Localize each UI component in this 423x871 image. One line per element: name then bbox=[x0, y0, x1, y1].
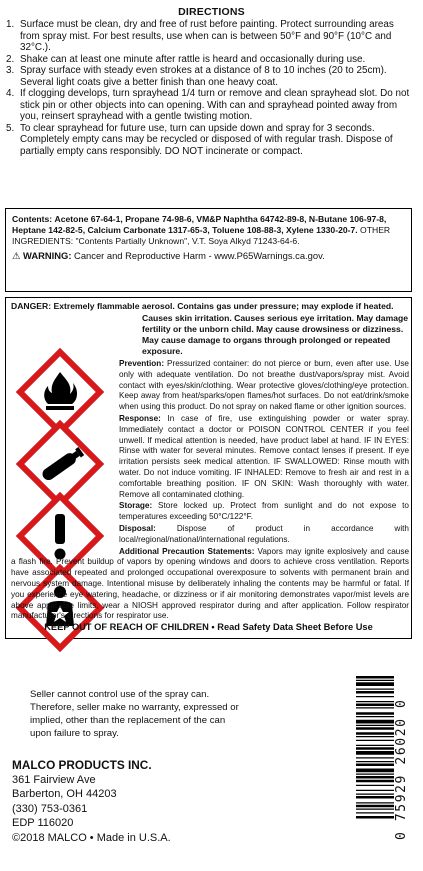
upc-number: 0 75929 26020 0 bbox=[394, 698, 409, 840]
direction-item: 4. If clogging develops, turn sprayhead 1/4 turn or remove and clean sprayhead slot. Do not stick pin or other objects into can opening. With can and sprayhead pointed away from you, reinsert sprayhead with a gentle twisting motion. bbox=[6, 88, 410, 122]
direction-item: 2. Shake can at least one minute after rattle is heard and occasionally during use. bbox=[6, 53, 366, 65]
danger-hazards: Causes skin irritation. Causes serious eye irritation. May damage fertility or the unborn child. May cause drowsiness or dizziness. May cause damage to organs through prolonged or repeated exposure. bbox=[142, 313, 409, 356]
contents-text: Contents: Acetone 67-64-1, Propane 74-98-6, VM&P Naphtha 64742-89-8, N-Butane 106-97-8, Heptane 142-82-5, Calcium Carbonate 1317-65-3, Toluene 108-88-3, Xylene 1330-20-7. OTHER INGREDIENTS: "Contents Partially Unknown", V.T. Soya Alkyd 71243-64-6. bbox=[12, 214, 391, 247]
contents-box bbox=[5, 208, 412, 292]
seller-disclaimer: Seller cannot control use of the spray can. Therefore, seller make no warranty, expressed or implied, other than the replacement of the can upon failure to spray. bbox=[30, 689, 239, 740]
direction-item: 1. Surface must be clean, dry and free of rust before painting. Protect surrounding areas from spray mist. For best results, use when can is between 50°F and 90°F (10°C and 32°C.). bbox=[6, 19, 394, 53]
danger-heading: DANGER: Extremely flammable aerosol. Contains gas under pressure; may explode if heated. bbox=[11, 301, 394, 311]
address-line: 361 Fairview Ave bbox=[12, 773, 96, 786]
city-line: Barberton, OH 44203 bbox=[12, 788, 117, 800]
direction-item: 3. Spray surface with steady even strokes at a distance of 8 to 10 inches (20 to 25cm). Several light coats give a better finish than one heavy coat. bbox=[6, 65, 387, 88]
directions-list bbox=[6, 19, 416, 157]
direction-item: 5. To clear sprayhead for future use, turn can upside down and spray for 3 seconds. Completely empty cans may be recycled or disposed of with regular trash. Dispose of partially empty cans responsibly. DO NOT incinerate or compact. bbox=[6, 122, 393, 157]
directions-title: DIRECTIONS bbox=[178, 6, 245, 18]
additional-precautions-text: Additional Precaution Statements: Vapors may ignite explosively and cause a flash fire. Prevent buildup of vapors by opening windows and doors to achieve cross ventilation. Reports have associated repeated and prolonged occupational overexposure to solvents with permanent brain and nervous system damage. Intentional misuse by deliberately inhaling the contents may be harmful or fatal. If you experience eye watering, headache, or dizziness or if air monitoring demonstrates vapor/mist levels are above applicable limits, wear a NIOSH approved respirator during and after application. Follow respirator manufacturer's directions for respirator use. bbox=[11, 546, 410, 621]
edp-number: EDP 116020 bbox=[12, 817, 74, 829]
copyright: ©2018 MALCO • Made in U.S.A. bbox=[12, 831, 171, 844]
prevention-text: Prevention: Pressurized container: do not pierce or burn, even after use. Use only with adequate ventilation. Do not breathe dust/vapors/spray mist. Avoid contact with eyes/skin/clothing. Wear protective gloves/clothing/eye protection. Keep away from heat/sparks/open flames/hot surfaces. Do not eat/drink/smoke when using this product. Do not spray on naked flame or other ignition sources. bbox=[119, 359, 409, 412]
prop65-warning: ⚠ WARNING: Cancer and Reproductive Harm - www.P65Warnings.ca.gov. bbox=[12, 249, 325, 261]
storage-text: Storage: Store locked up. Protect from sunlight and do not expose to temperatures exceeding 50°C/122°F. bbox=[119, 501, 409, 522]
danger-body bbox=[11, 359, 410, 623]
phone: (330) 753-0361 bbox=[12, 802, 88, 815]
disposal-text: Disposal: Dispose of product in accordance with local/regional/national/international regulations. bbox=[119, 523, 409, 544]
danger-box bbox=[5, 297, 412, 639]
keep-out-notice: KEEP OUT OF REACH OF CHILDREN • Read Safety Data Sheet Before Use bbox=[44, 622, 373, 632]
response-text: Response: In case of fire, use extinguishing powder or water spray. Immediately contact a doctor or POISON CONTROL CENTER if you feel unwell. If medical attention is needed, have product label at hand. IF IN EYES: Rinse with water for several minutes. Remove contact lenses if present. If eye irritation persists seek medical attention. IF SWALLOWED: Rinse mouth with water. Do not induce vomiting. IF INHALED: Remove to fresh air and rest in a comfortable breathing position. IF ON SKIN: Wash thoroughly with water. Remove all contaminated clothing. bbox=[119, 413, 409, 499]
warning-triangle-icon: ⚠ bbox=[12, 249, 21, 261]
manufacturer-info bbox=[12, 758, 312, 845]
manufacturer-name: MALCO PRODUCTS INC. bbox=[12, 758, 152, 772]
